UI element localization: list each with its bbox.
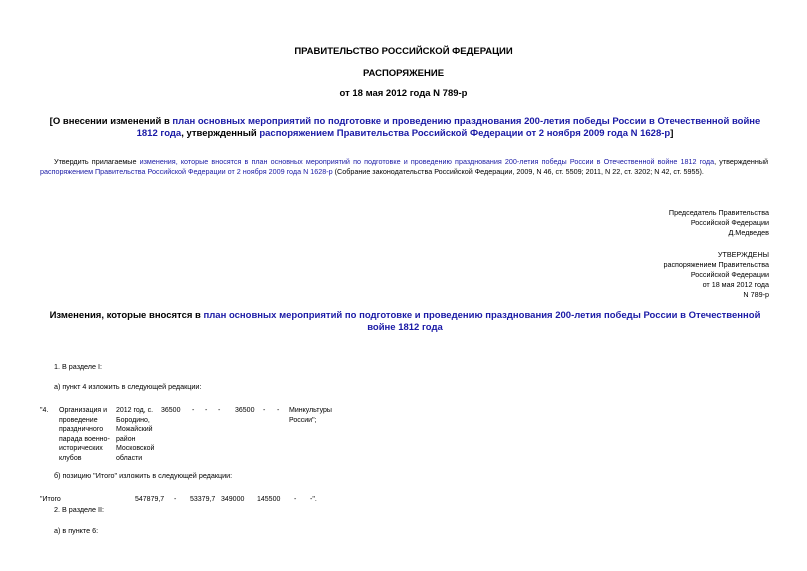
title-text-open: [О внесении изменений в xyxy=(49,116,173,127)
total-value6: - xyxy=(294,496,297,503)
title-order-link[interactable]: распоряжением Правительства Российской Федерации от 2 ноября 2009 года N 1628-р xyxy=(259,128,671,139)
total-value3: 53379,7 xyxy=(190,496,216,503)
row4-value6: - xyxy=(263,407,266,414)
title-text-mid: , утвержденный xyxy=(181,128,260,139)
approved-block xyxy=(469,250,769,300)
section-1b-text: б) позицию "Итого" изложить в следующей редакции: xyxy=(54,471,233,480)
body-text-pre: Утвердить прилагаемые xyxy=(54,157,140,166)
body-paragraph xyxy=(40,157,768,177)
section-2-heading: 2. В разделе II: xyxy=(54,505,104,514)
row4-value7: - xyxy=(277,407,280,414)
document-date-number: от 18 мая 2012 года N 789-р xyxy=(339,88,468,99)
body-changes-link[interactable]: изменения, которые вносятся в план основных мероприятий по подготовке и проведению празднования 200-летия победы России в Отечественной войне 1812 года xyxy=(139,157,715,166)
signature-block xyxy=(469,208,769,238)
document-type: РАСПОРЯЖЕНИЕ xyxy=(362,68,445,79)
signature-line2: Российской Федерации xyxy=(690,218,769,227)
signature-line1: Председатель Правительства xyxy=(668,208,769,217)
section-2a-text: а) в пункте 6: xyxy=(54,526,99,535)
total-value7: -". xyxy=(310,496,317,503)
row4-value3: - xyxy=(205,407,208,414)
approved-line2: распоряжением Правительства xyxy=(663,260,769,269)
approved-line3: Российской Федерации xyxy=(690,270,769,279)
section-1a-text: а) пункт 4 изложить в следующей редакции: xyxy=(54,382,202,391)
total-value2: - xyxy=(174,496,177,503)
changes-title-plan-link[interactable]: план основных мероприятий по подготовке и проведению празднования 200-летия победы России в Отечественной войне 1812 года xyxy=(203,310,761,333)
total-value5: 145500 xyxy=(257,496,281,503)
document-title xyxy=(40,116,770,140)
row4-event: Организация и проведение праздничного парада военно-исторических клубов xyxy=(59,407,110,462)
approved-line1: УТВЕРЖДЕНЫ xyxy=(717,250,769,259)
body-text-mid: , утвержденный xyxy=(714,157,768,166)
row4-number: "4. xyxy=(40,407,49,414)
total-label: "Итого xyxy=(40,496,61,503)
title-plan-link[interactable]: план основных мероприятий по подготовке и проведению празднования 200-летия победы России в Отечественной войне 1812 года xyxy=(136,116,761,139)
title-text-close: ] xyxy=(670,128,674,139)
row4-responsible: Минкультуры России"; xyxy=(289,407,332,424)
body-order-link[interactable]: распоряжением Правительства Российской Федерации от 2 ноября 2009 года N 1628-р xyxy=(40,167,333,176)
row4-value4: - xyxy=(218,407,221,414)
government-heading: ПРАВИТЕЛЬСТВО РОССИЙСКОЙ ФЕДЕРАЦИИ xyxy=(294,46,513,57)
row4-place: 2012 год, с. Бородино, Можайский район Московской области xyxy=(116,407,155,462)
approved-line5: N 789-р xyxy=(743,290,769,299)
approved-line4: от 18 мая 2012 года xyxy=(702,280,769,289)
row4-value1: 36500 xyxy=(161,407,181,414)
body-text-post: (Собрание законодательства Российской Федерации, 2009, N 46, ст. 5509; 2011, N 22, ст. 3202; N 42, ст. 5955). xyxy=(332,167,704,176)
signature-line3: Д.Медведев xyxy=(728,228,769,237)
section-1-heading: 1. В разделе I: xyxy=(54,362,102,371)
total-value1: 547879,7 xyxy=(135,496,165,503)
row4-value5: 36500 xyxy=(235,407,255,414)
total-value4: 349000 xyxy=(221,496,245,503)
changes-title xyxy=(40,310,770,334)
changes-title-pre: Изменения, которые вносятся в xyxy=(49,310,204,321)
row4-value2: - xyxy=(192,407,195,414)
